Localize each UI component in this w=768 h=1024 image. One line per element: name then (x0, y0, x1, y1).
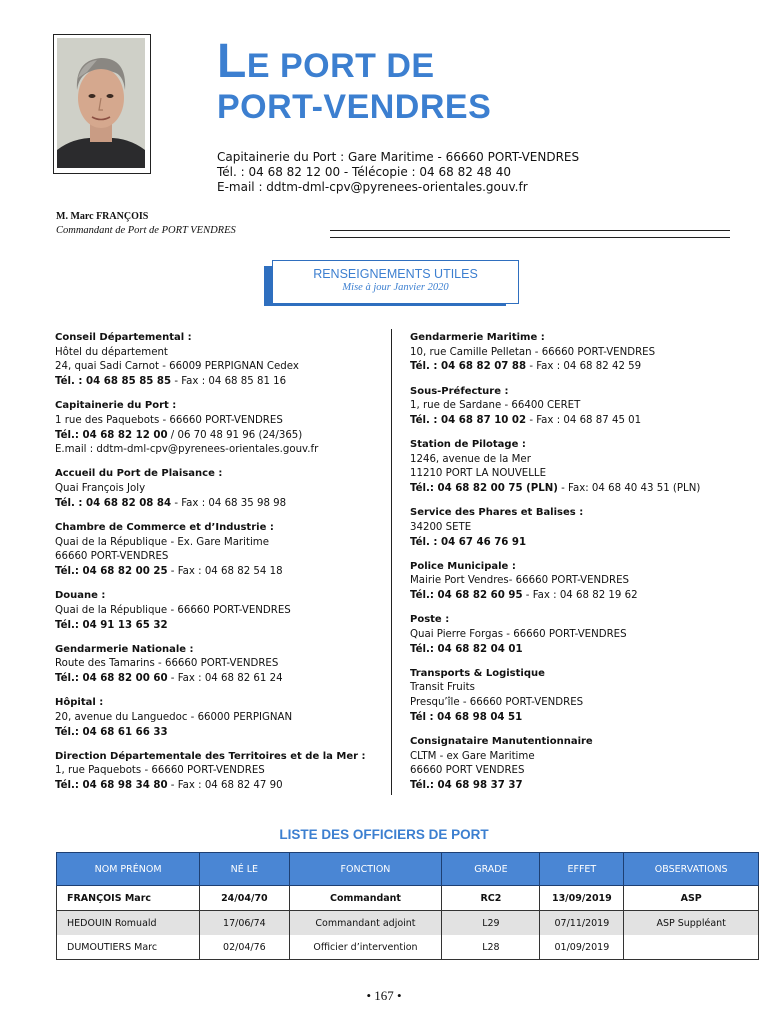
entry-phone-number: Tél.: 04 68 61 66 33 (55, 726, 168, 738)
entry-name: Station de Pilotage : (410, 439, 526, 450)
info-box (272, 260, 519, 304)
column-header: NOM PRÉNOM (57, 853, 200, 886)
entry-fax: - Fax : 04 68 87 45 01 (526, 414, 642, 426)
portrait-frame (53, 34, 151, 174)
entry-phone (55, 429, 385, 444)
entry-phone (410, 482, 740, 497)
entry-fax: - Fax : 04 68 82 54 18 (167, 566, 283, 578)
contact-entry (55, 750, 385, 794)
entry-phone (55, 497, 385, 512)
contact-entry (410, 560, 740, 604)
entry-phone-number: Tél. : 04 67 46 76 91 (410, 536, 527, 548)
entry-address-line: Transit Fruits (410, 682, 475, 694)
entry-name: Sous-Préfecture : (410, 385, 509, 397)
header-contact (217, 150, 579, 195)
entry-phone-number: Tél.: 04 91 13 65 32 (55, 619, 168, 631)
title-line2: PORT-VENDRES (217, 88, 492, 126)
divider-rule (330, 230, 730, 231)
entry-phone (410, 589, 740, 604)
column-separator (391, 329, 392, 795)
contact-entry (55, 521, 385, 580)
divider-rule (330, 237, 730, 238)
contact-entry (55, 399, 385, 458)
table-row (57, 911, 759, 936)
table-cell: ASP Suppléant (624, 911, 759, 936)
entry-phone (55, 779, 385, 794)
entry-phone-number: Tél. : 04 68 87 10 02 (410, 414, 527, 426)
entry-name: Chambre de Commerce et d’Industrie : (55, 521, 274, 533)
entry-address-line: 1246, avenue de la Mer (410, 453, 531, 465)
table-cell: ASP (624, 886, 759, 911)
table-cell: Officier d’intervention (289, 935, 442, 960)
table-cell: L28 (442, 935, 540, 960)
entry-phone (410, 536, 740, 551)
table-cell: HEDOUIN Romuald (57, 911, 200, 936)
entry-address-line: 66660 PORT VENDRES (410, 765, 525, 777)
column-header: FONCTION (289, 853, 442, 886)
entry-fax: - Fax: 04 68 40 43 51 (PLN) (557, 483, 701, 495)
entry-name: Poste : (410, 614, 450, 626)
entry-name: Gendarmerie Maritime : (410, 332, 545, 343)
contact-entry (410, 331, 740, 375)
entry-fax: - Fax : 04 68 85 81 16 (171, 376, 287, 388)
entry-email[interactable]: E.mail : ddtm-dml-cpv@pyrenees-orientales.gouv.fr (55, 444, 319, 456)
column-header: EFFET (540, 853, 624, 886)
entry-phone (410, 779, 740, 794)
officers-title: LISTE DES OFFICIERS DE PORT (279, 827, 489, 842)
entry-phone-number: Tél.: 04 68 82 00 60 (55, 673, 168, 685)
entry-phone (410, 711, 740, 726)
entry-phone (55, 726, 385, 741)
info-box-subtitle: Mise à jour Janvier 2020 (342, 282, 449, 293)
entry-name: Conseil Départemental : (55, 332, 192, 343)
entry-fax: / 06 70 48 91 96 (24/365) (167, 429, 303, 441)
entry-address-line: Quai François Joly (55, 483, 146, 495)
contact-email[interactable]: E-mail : ddtm-dml-cpv@pyrenees-orientales.gouv.fr (217, 180, 528, 194)
right-column (410, 331, 740, 803)
table-cell: 07/11/2019 (540, 911, 624, 936)
entry-fax: - Fax : 04 68 82 61 24 (167, 673, 283, 685)
entry-phone (55, 619, 385, 634)
page-title (217, 35, 492, 126)
entry-phone (410, 360, 740, 375)
entry-address-line: 66660 PORT-VENDRES (55, 551, 169, 563)
entry-fax: - Fax : 04 68 35 98 98 (171, 497, 287, 509)
entry-address-line: Quai de la République - 66660 PORT-VENDRES (55, 604, 291, 616)
entry-fax: - Fax : 04 68 82 47 90 (167, 780, 283, 792)
table-cell: 02/04/76 (200, 935, 289, 960)
entry-address-line: Quai Pierre Forgas - 66660 PORT-VENDRES (410, 628, 627, 640)
entry-address-line: Quai de la République - Ex. Gare Maritime (55, 536, 269, 548)
table-row (57, 935, 759, 960)
table-cell (624, 935, 759, 960)
table-cell: 24/04/70 (200, 886, 289, 911)
left-column (55, 331, 385, 803)
commander-name: M. Marc FRANÇOIS (56, 211, 149, 222)
entry-phone-number: Tél.: 04 68 98 37 37 (410, 780, 523, 792)
entry-name: Gendarmerie Nationale : (55, 643, 194, 655)
entry-name: Hôpital : (55, 697, 104, 709)
contact-address: Capitainerie du Port : Gare Maritime - 66660 PORT-VENDRES (217, 150, 580, 164)
table-cell: 13/09/2019 (540, 886, 624, 911)
entry-address-line: 20, avenue du Languedoc - 66000 PERPIGNAN (55, 711, 293, 723)
entry-address-line: 1 rue des Paquebots - 66660 PORT-VENDRES (55, 414, 283, 426)
entry-name: Transports & Logistique (410, 667, 545, 679)
entry-address-line: CLTM - ex Gare Maritime (410, 750, 535, 762)
entry-phone-number: Tél. : 04 68 82 07 88 (410, 361, 527, 373)
contact-entry (410, 613, 740, 657)
entry-address-line: Presqu’île - 66660 PORT-VENDRES (410, 697, 584, 709)
column-header: NÉ LE (200, 853, 289, 886)
entry-phone-number: Tél. : 04 68 85 85 85 (55, 376, 172, 388)
commander-role: Commandant de Port de PORT VENDRES (56, 225, 236, 236)
entry-address-line: 1, rue Paquebots - 66660 PORT-VENDRES (55, 765, 265, 777)
entry-address-line: 24, quai Sadi Carnot - 66009 PERPIGNAN Cedex (55, 361, 299, 373)
entry-phone-number: Tél.: 04 68 82 12 00 (55, 429, 168, 441)
entry-name: Douane : (55, 590, 106, 602)
entry-address-line: Route des Tamarins - 66660 PORT-VENDRES (55, 658, 279, 670)
entry-name: Service des Phares et Balises : (410, 507, 584, 519)
column-header: OBSERVATIONS (624, 853, 759, 886)
contact-phone: Tél. : 04 68 82 12 00 - Télécopie : 04 68 82 48 40 (217, 165, 511, 179)
entry-address-line: 11210 PORT LA NOUVELLE (410, 468, 547, 480)
entry-phone-number: Tél.: 04 68 82 04 01 (410, 643, 523, 655)
table-cell: FRANÇOIS Marc (57, 886, 200, 911)
contact-entry (410, 385, 740, 429)
title-rest: E PORT DE (246, 47, 435, 85)
entry-phone (55, 672, 385, 687)
entry-phone-number: Tél.: 04 68 82 60 95 (410, 590, 523, 602)
table-row (57, 886, 759, 911)
entry-fax: - Fax : 04 68 82 19 62 (522, 590, 638, 602)
portrait-photo (57, 38, 145, 168)
entry-address-line: 34200 SETE (410, 521, 472, 533)
entry-phone (55, 375, 385, 390)
table-cell: DUMOUTIERS Marc (57, 935, 200, 960)
entry-phone (410, 414, 740, 429)
contact-entry (55, 643, 385, 687)
entry-name: Accueil du Port de Plaisance : (55, 468, 223, 480)
table-cell: Commandant adjoint (289, 911, 442, 936)
entry-phone-number: Tél. : 04 68 82 08 84 (55, 497, 172, 509)
contact-entry (410, 667, 740, 726)
officers-table (56, 852, 759, 960)
table-cell: 17/06/74 (200, 911, 289, 936)
page-number: • 167 • (366, 988, 402, 1003)
entry-address-line: 1, rue de Sardane - 66400 CERET (410, 400, 581, 412)
contact-entry (55, 589, 385, 633)
title-initial: L (217, 35, 247, 88)
contact-entry (410, 735, 740, 794)
entry-phone-number: Tél : 04 68 98 04 51 (410, 711, 523, 723)
entry-address-line: 10, rue Camille Pelletan - 66660 PORT-VENDRES (410, 346, 656, 358)
entry-phone-number: Tél.: 04 68 82 00 25 (55, 566, 168, 578)
entry-name: Police Municipale : (410, 560, 516, 572)
entry-phone (55, 565, 385, 580)
contact-entry (410, 506, 740, 550)
contact-entry (55, 467, 385, 511)
entry-name: Capitainerie du Port : (55, 400, 177, 412)
contact-entry (55, 696, 385, 740)
table-cell: RC2 (442, 886, 540, 911)
entry-address-line: Hôtel du département (55, 346, 168, 358)
table-header-row (57, 853, 759, 886)
table-cell: L29 (442, 911, 540, 936)
column-header: GRADE (442, 853, 540, 886)
entry-name: Direction Départementale des Territoires et de la Mer : (55, 750, 366, 762)
table-cell: Commandant (289, 886, 442, 911)
entry-name: Consignataire Manutentionnaire (410, 735, 593, 747)
contact-entry (410, 438, 740, 497)
entry-phone-number: Tél.: 04 68 82 00 75 (PLN) (410, 483, 558, 495)
entry-phone-number: Tél.: 04 68 98 34 80 (55, 780, 168, 792)
entry-address-line: Mairie Port Vendres- 66660 PORT-VENDRES (410, 575, 630, 587)
entry-fax: - Fax : 04 68 82 42 59 (526, 361, 642, 373)
entry-phone (410, 643, 740, 658)
table-cell: 01/09/2019 (540, 935, 624, 960)
contact-entry (55, 331, 385, 390)
info-box-title: RENSEIGNEMENTS UTILES (313, 267, 478, 281)
